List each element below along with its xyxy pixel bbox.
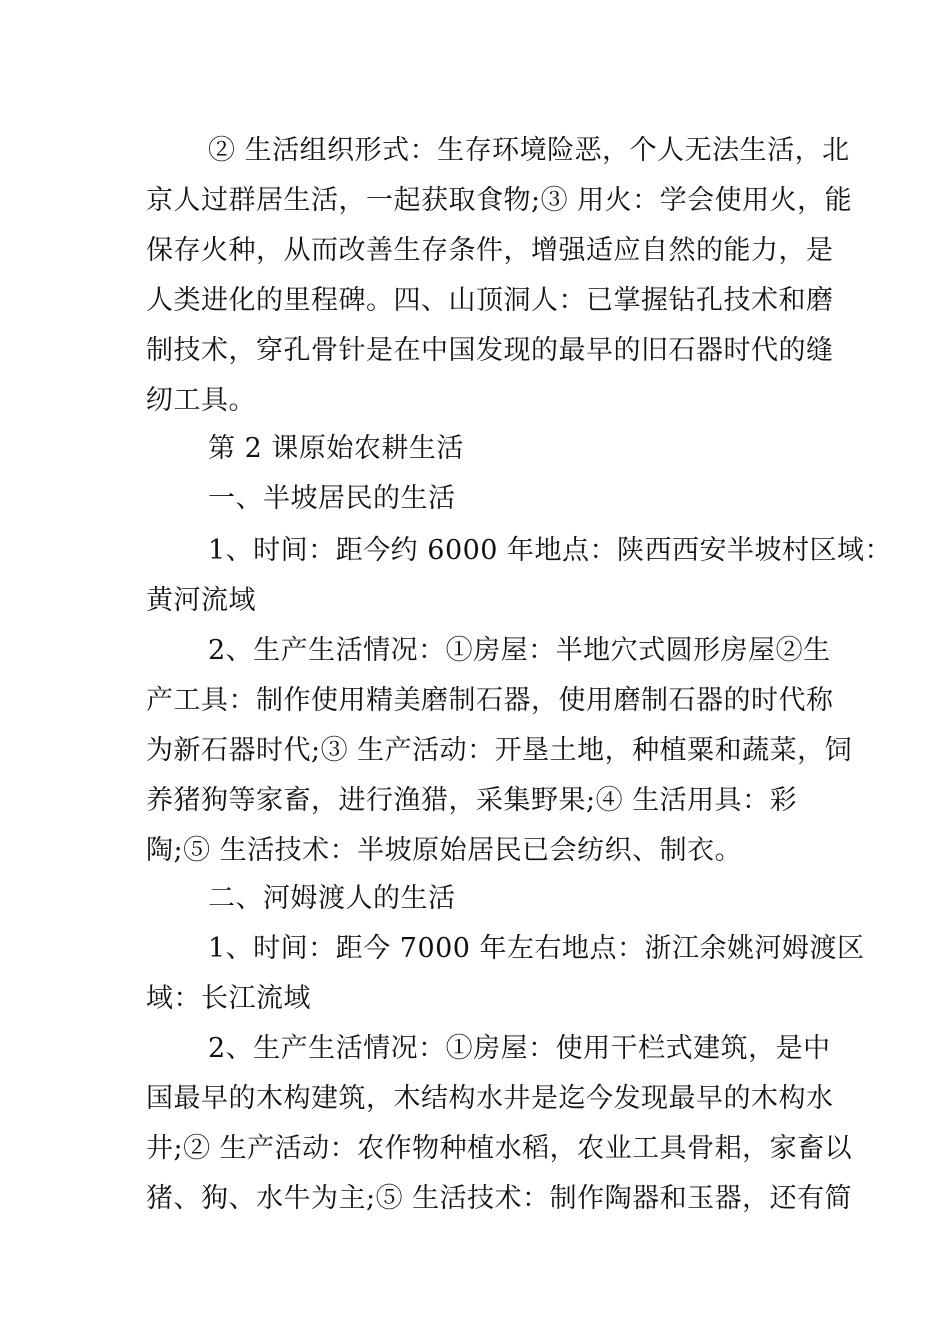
paragraph-line: 2、生产生活情况：①房屋：半地穴式圆形房屋②生 [208,635,831,666]
section-heading: 二、河姆渡人的生活 [208,883,456,914]
paragraph-line: 制技术，穿孔骨针是在中国发现的最早的旧石器时代的缝 [146,335,834,366]
paragraph-line: 域：长江流域 [146,983,311,1014]
paragraph-line: 1、时间：距今约 6000 年地点：陕西西安半坡村区域： [208,535,893,566]
paragraph-line: 京人过群居生活，一起获取食物;③ 用火：学会使用火，能 [146,185,853,216]
paragraph-line: 人类进化的里程碑。四、山顶洞人：已掌握钻孔技术和磨 [146,285,834,316]
paragraph-line: 养猪狗等家畜，进行渔猎，采集野果;④ 生活用具：彩 [146,785,798,816]
lesson-heading: 第 2 课原始农耕生活 [208,433,464,464]
paragraph-line: 井;② 生产活动：农作物种植水稻，农业工具骨耜，家畜以 [146,1133,853,1164]
paragraph-line: 猪、狗、水牛为主;⑤ 生活技术：制作陶器和玉器，还有简 [146,1183,853,1214]
paragraph-line: 纫工具。 [146,385,256,416]
paragraph-line: 保存火种，从而改善生存条件，增强适应自然的能力，是 [146,235,834,266]
paragraph-line: 2、生产生活情况：①房屋：使用干栏式建筑，是中 [208,1033,831,1064]
paragraph-line: 为新石器时代;③ 生产活动：开垦土地，种植粟和蔬菜，饲 [146,735,853,766]
paragraph-line: 1、时间：距今 7000 年左右地点：浙江余姚河姆渡区 [208,933,865,964]
paragraph-line: 产工具：制作使用精美磨制石器，使用磨制石器的时代称 [146,685,834,716]
paragraph-line: 陶;⑤ 生活技术：半坡原始居民已会纺织、制衣。 [146,835,743,866]
paragraph-line: 黄河流域 [146,585,256,616]
paragraph-line: 国最早的木构建筑，木结构水井是迄今发现最早的木构水 [146,1083,834,1114]
paragraph-line: ② 生活组织形式：生存环境险恶，个人无法生活，北 [208,135,850,166]
section-heading: 一、半坡居民的生活 [208,483,456,514]
